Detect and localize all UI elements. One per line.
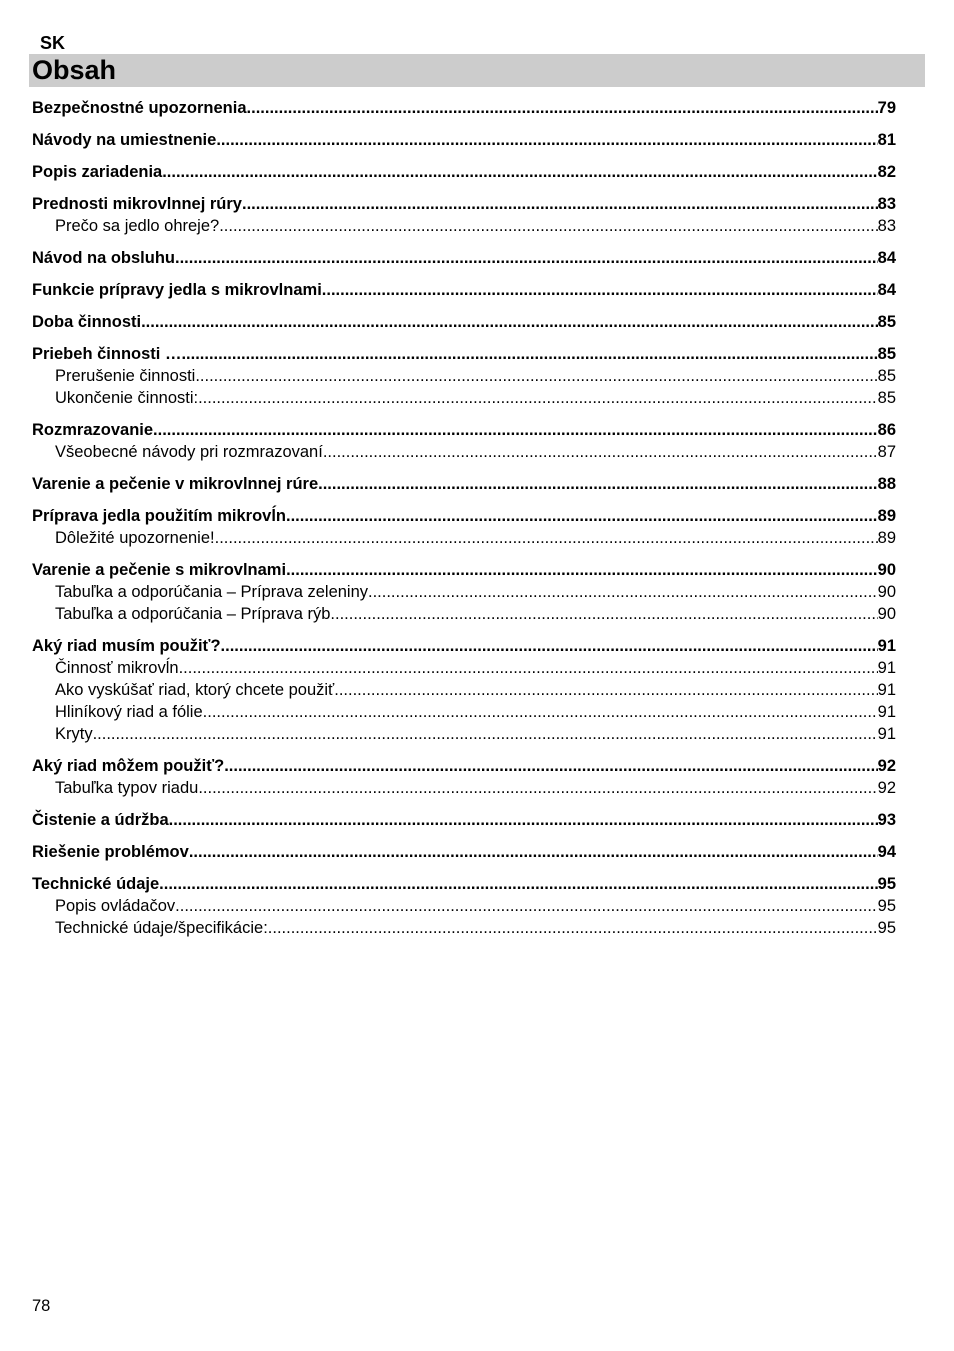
toc-entry-title: Príprava jedla použitím mikrovĺn: [32, 507, 286, 525]
toc-entry[interactable]: [32, 559, 896, 581]
toc-entry-page: 94: [877, 843, 896, 861]
toc-subentry[interactable]: [32, 365, 896, 387]
toc-entry-page: 95: [877, 875, 896, 893]
toc-entry-title: Priebeh činnosti …: [32, 345, 182, 363]
toc-entry-title: Všeobecné návody pri rozmrazovaní: [55, 443, 323, 461]
toc-entry[interactable]: [32, 755, 896, 777]
toc-leader-dots: [242, 193, 878, 215]
toc-subentry[interactable]: [32, 215, 896, 237]
toc-entry-page: 85: [877, 367, 896, 385]
toc-entry[interactable]: [32, 343, 896, 365]
toc-entry[interactable]: [32, 193, 896, 215]
toc-subentry[interactable]: [32, 723, 896, 745]
toc-entry-title: Funkcie prípravy jedla s mikrovlnami: [32, 281, 322, 299]
toc-entry-title: Hliníkový riad a fólie: [55, 703, 203, 721]
toc-entry-title: Technické údaje: [32, 875, 160, 893]
toc-leader-dots: [198, 777, 877, 799]
toc-entry-title: Popis zariadenia: [32, 163, 163, 181]
toc-entry-title: Dôležité upozornenie!: [55, 529, 215, 547]
toc-entry-title: Návody na umiestnenie: [32, 131, 217, 149]
toc-leader-dots: [318, 473, 878, 495]
toc-subentry[interactable]: [32, 679, 896, 701]
toc-entry[interactable]: [32, 505, 896, 527]
toc-leader-dots: [286, 559, 878, 581]
toc-entry-title: Varenie a pečenie v mikrovlnnej rúre: [32, 475, 319, 493]
toc-subentry[interactable]: [32, 701, 896, 723]
toc-subentry[interactable]: [32, 441, 896, 463]
toc-entry-page: 84: [877, 249, 896, 267]
toc-entry[interactable]: [32, 841, 896, 863]
toc-entry-page: 87: [877, 443, 896, 461]
toc-entry-title: Popis ovládačov: [55, 897, 176, 915]
toc-leader-dots: [323, 441, 878, 463]
toc-entry-title: Činnosť mikrovĺn: [55, 659, 179, 677]
table-of-contents: [32, 97, 896, 939]
toc-entry-title: Tabuľka a odporúčania – Príprava zeleniny: [55, 583, 369, 601]
toc-leader-dots: [216, 129, 877, 151]
toc-entry-page: 89: [877, 507, 896, 525]
toc-subentry[interactable]: [32, 581, 896, 603]
toc-entry[interactable]: [32, 247, 896, 269]
toc-leader-dots: [368, 581, 878, 603]
toc-leader-dots: [175, 247, 878, 269]
toc-leader-dots: [334, 679, 877, 701]
toc-entry[interactable]: [32, 161, 896, 183]
toc-entry-title: Prednosti mikrovlnnej rúry: [32, 195, 242, 213]
toc-entry[interactable]: [32, 97, 896, 119]
toc-entry-title: Riešenie problémov: [32, 843, 189, 861]
toc-leader-dots: [159, 873, 877, 895]
toc-leader-dots: [224, 755, 877, 777]
toc-leader-dots: [330, 603, 877, 625]
toc-entry-page: 82: [877, 163, 896, 181]
toc-leader-dots: [198, 387, 878, 409]
toc-entry-title: Rozmrazovanie: [32, 421, 154, 439]
toc-entry-page: 90: [877, 561, 896, 579]
toc-subentry[interactable]: [32, 917, 896, 939]
toc-leader-dots: [179, 657, 878, 679]
toc-entry-title: Tabuľka a odporúčania – Príprava rýb: [55, 605, 331, 623]
toc-entry[interactable]: [32, 473, 896, 495]
toc-leader-dots: [322, 279, 878, 301]
toc-entry-page: 83: [877, 217, 896, 235]
toc-entry-page: 89: [877, 529, 896, 547]
toc-entry-page: 88: [877, 475, 896, 493]
toc-entry-title: Bezpečnostné upozornenia: [32, 99, 247, 117]
toc-entry-title: Doba činnosti: [32, 313, 142, 331]
toc-entry-title: Prerušenie činnosti: [55, 367, 196, 385]
toc-subentry[interactable]: [32, 603, 896, 625]
toc-leader-dots: [195, 365, 877, 387]
toc-entry-page: 91: [877, 703, 896, 721]
toc-entry-title: Čistenie a údržba: [32, 811, 169, 829]
toc-entry[interactable]: [32, 279, 896, 301]
toc-entry-page: 85: [877, 345, 896, 363]
toc-leader-dots: [268, 917, 878, 939]
toc-leader-dots: [286, 505, 878, 527]
toc-leader-dots: [203, 701, 878, 723]
toc-entry-page: 95: [877, 919, 896, 937]
toc-entry[interactable]: [32, 635, 896, 657]
toc-leader-dots: [175, 895, 877, 917]
toc-entry[interactable]: [32, 809, 896, 831]
toc-entry-page: 91: [877, 637, 896, 655]
toc-subentry[interactable]: [32, 527, 896, 549]
toc-entry-page: 86: [877, 421, 896, 439]
page-number: 78: [32, 1297, 51, 1315]
toc-entry-page: 85: [877, 389, 896, 407]
toc-subentry[interactable]: [32, 895, 896, 917]
toc-entry-page: 84: [877, 281, 896, 299]
toc-entry-page: 83: [877, 195, 896, 213]
toc-leader-dots: [93, 723, 878, 745]
toc-entry-page: 92: [877, 779, 896, 797]
toc-entry-title: Aký riad musím použiť?: [32, 637, 221, 655]
toc-entry-title: Technické údaje/špecifikácie:: [55, 919, 268, 937]
toc-entry-title: Varenie a pečenie s mikrovlnami: [32, 561, 287, 579]
toc-leader-dots: [247, 97, 878, 119]
toc-leader-dots: [221, 635, 878, 657]
toc-entry-page: 92: [877, 757, 896, 775]
toc-entry[interactable]: [32, 129, 896, 151]
toc-entry-page: 91: [877, 681, 896, 699]
toc-entry-title: Prečo sa jedlo ohreje?: [55, 217, 220, 235]
toc-entry[interactable]: [32, 873, 896, 895]
toc-leader-dots: [181, 343, 877, 365]
toc-leader-dots: [215, 527, 878, 549]
toc-entry-page: 79: [877, 99, 896, 117]
toc-entry-page: 90: [877, 605, 896, 623]
toc-entry-title: Ako vyskúšať riad, ktorý chcete použiť: [55, 681, 335, 699]
toc-leader-dots: [189, 841, 878, 863]
toc-leader-dots: [219, 215, 877, 237]
toc-entry-page: 81: [877, 131, 896, 149]
language-code: SK: [40, 33, 66, 53]
toc-entry-title: Ukončenie činnosti:: [55, 389, 199, 407]
toc-entry-page: 91: [877, 725, 896, 743]
toc-entry-page: 91: [877, 659, 896, 677]
toc-entry-page: 85: [877, 313, 896, 331]
toc-entry-page: 95: [877, 897, 896, 915]
page-title: Obsah: [32, 55, 117, 85]
toc-entry[interactable]: [32, 311, 896, 333]
toc-leader-dots: [169, 809, 878, 831]
toc-entry-page: 93: [877, 811, 896, 829]
toc-leader-dots: [162, 161, 877, 183]
toc-entry-title: Aký riad môžem použiť?: [32, 757, 225, 775]
toc-entry-title: Kryty: [55, 725, 93, 743]
toc-leader-dots: [141, 311, 878, 333]
toc-subentry[interactable]: [32, 777, 896, 799]
toc-entry-title: Návod na obsluhu: [32, 249, 176, 267]
title-bar: [29, 54, 925, 87]
toc-entry-title: Tabuľka typov riadu: [55, 779, 199, 797]
toc-leader-dots: [153, 419, 878, 441]
toc-subentry[interactable]: [32, 657, 896, 679]
toc-entry-page: 90: [877, 583, 896, 601]
toc-entry[interactable]: [32, 419, 896, 441]
toc-subentry[interactable]: [32, 387, 896, 409]
